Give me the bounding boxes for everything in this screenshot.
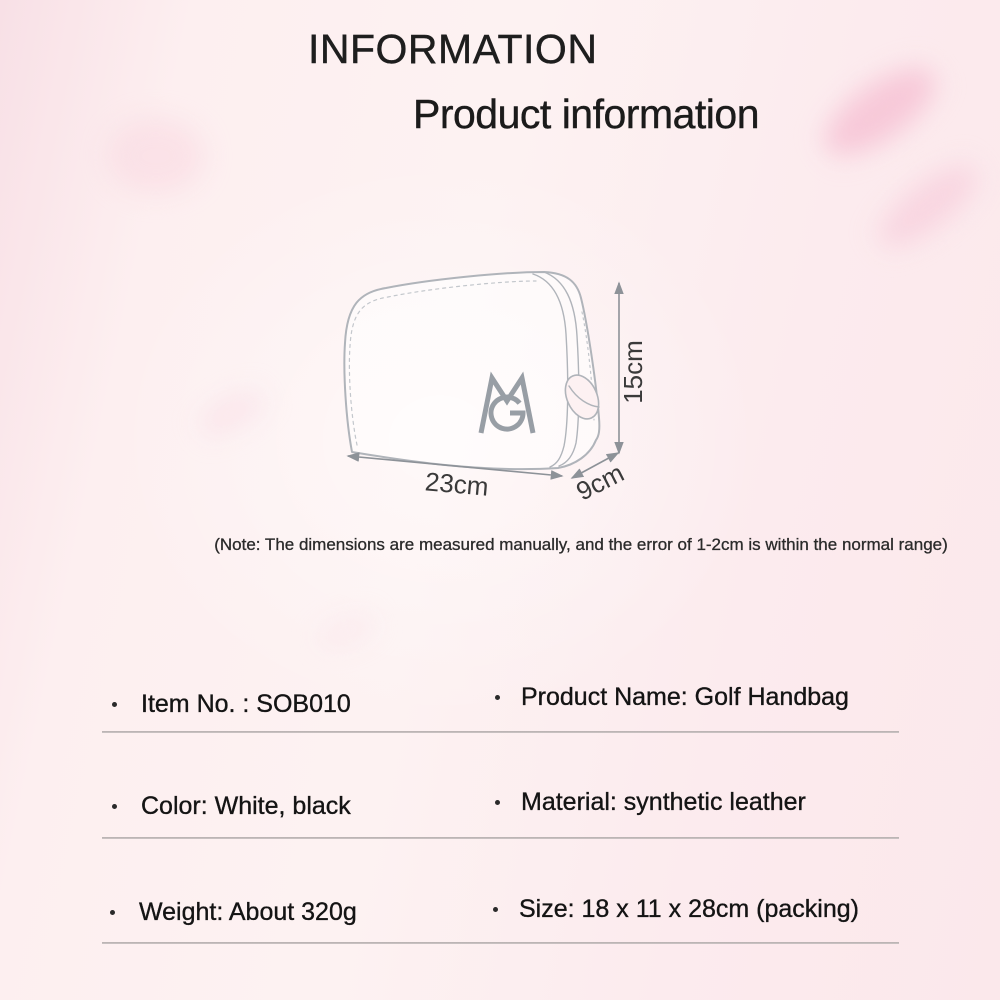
spec-weight-label: Weight: About 320g [139,897,357,926]
height-dimension-label: 15cm [618,340,648,404]
bullet-icon [495,695,500,700]
bullet-icon [112,804,117,809]
divider [102,837,899,839]
page-subtitle: Product information [413,91,760,137]
divider [102,731,899,733]
handbag-line-drawing [344,272,605,469]
spec-size [493,894,859,924]
petal-decoration [314,609,381,653]
spec-color [112,791,351,821]
bullet-icon [110,910,115,915]
bullet-icon [112,702,117,707]
width-dimension-label: 23cm [423,466,490,502]
petal-decoration [108,118,204,194]
spec-material [495,787,806,817]
spec-product-name-label: Product Name: Golf Handbag [521,682,849,711]
bag-dimension-diagram [330,250,675,510]
petal-decoration [193,383,271,443]
spec-size-label: Size: 18 x 11 x 28cm (packing) [519,894,859,923]
spec-product-name [495,682,849,712]
page-title: INFORMATION [308,26,598,72]
spec-material-label: Material: synthetic leather [521,787,806,816]
bullet-icon [493,907,498,912]
spec-item-no [112,689,351,719]
depth-dimension-label: 9cm [571,457,629,507]
measurement-note: (Note: The dimensions are measured manually, and the error of 1-2cm is within the normal range) [214,535,948,554]
spec-weight [110,897,357,927]
spec-color-label: Color: White, black [141,791,351,820]
bullet-icon [495,800,500,805]
petal-decoration [867,152,989,261]
divider [102,942,899,944]
petal-decoration [811,52,949,172]
spec-item-no-label: Item No. : SOB010 [141,689,351,718]
